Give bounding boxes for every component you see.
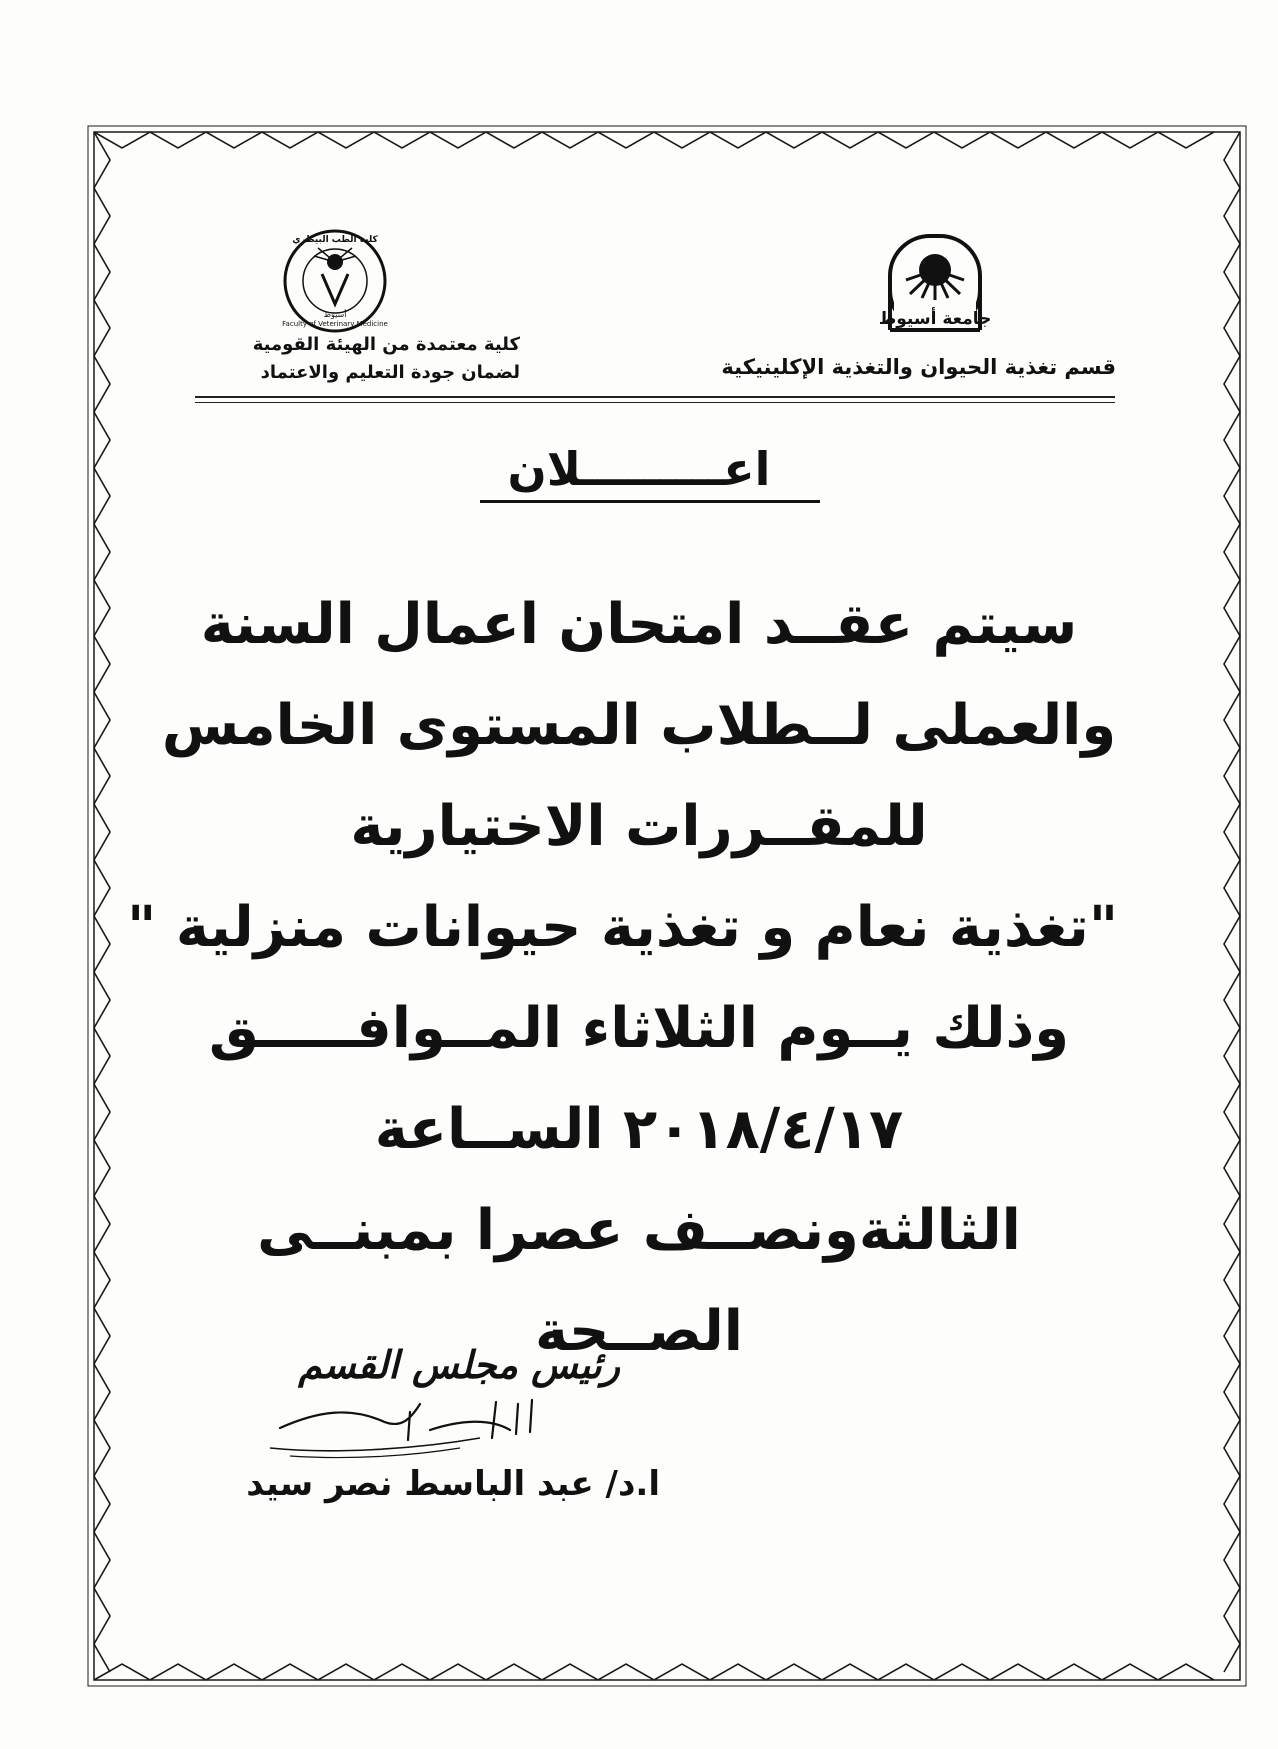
zigzag-line [94,132,1214,148]
body-line: "تغذية نعام و تغذية حيوانات منزلية " [127,895,1118,960]
department-name: قسم تغذية الحيوان والتغذية الإكلينيكية [721,355,1116,379]
university-logo-text: جامعة أسيوط [880,309,990,329]
zigzag-line [94,1664,1214,1680]
zigzag-line [1224,132,1240,1672]
body-line: الصــحة [534,1299,743,1364]
faculty-logo-text-bottom: أسيوط [323,310,347,319]
faculty-logo [280,226,390,340]
zigzag-line [94,132,110,1672]
body-line: وذلك يــوم الثلاثاء المــوافـــــق [208,996,1070,1061]
faculty-logo-text-top: كلية الطب البيطري [292,235,378,245]
accreditation-line-2: لضمان جودة التعليم والاعتماد [260,361,520,383]
signatory-name: ا.د/ عبد الباسط نصر سيد [246,1464,660,1504]
signatory-title: رئيس مجلس القسم [298,1342,620,1387]
header-divider [195,396,1115,398]
header-divider-thin [195,402,1115,403]
title-underline [480,500,820,503]
accreditation-line-1: كلية معتمدة من الهيئة القومية [252,334,520,355]
faculty-logo-text-en: Faculty of Veterinary Medicine [282,320,388,328]
body-line: للمقــررات الاختيارية [350,794,928,859]
body-line: ٢٠١٨/٤/١٧ الســاعة [374,1097,904,1162]
university-logo [880,228,990,342]
accreditation-statement [190,331,520,387]
body-line: والعملى لــطلاب المستوى الخامس [161,693,1117,758]
body-line: سيتم عقــد امتحان اعمال السنة [200,592,1078,657]
body-line: الثالثةونصــف عصرا بمبنــى [257,1198,1021,1263]
handwritten-signature [260,1390,560,1460]
announcement-body [127,574,1118,1382]
announcement-title: اعـــــــــلان [507,442,771,496]
